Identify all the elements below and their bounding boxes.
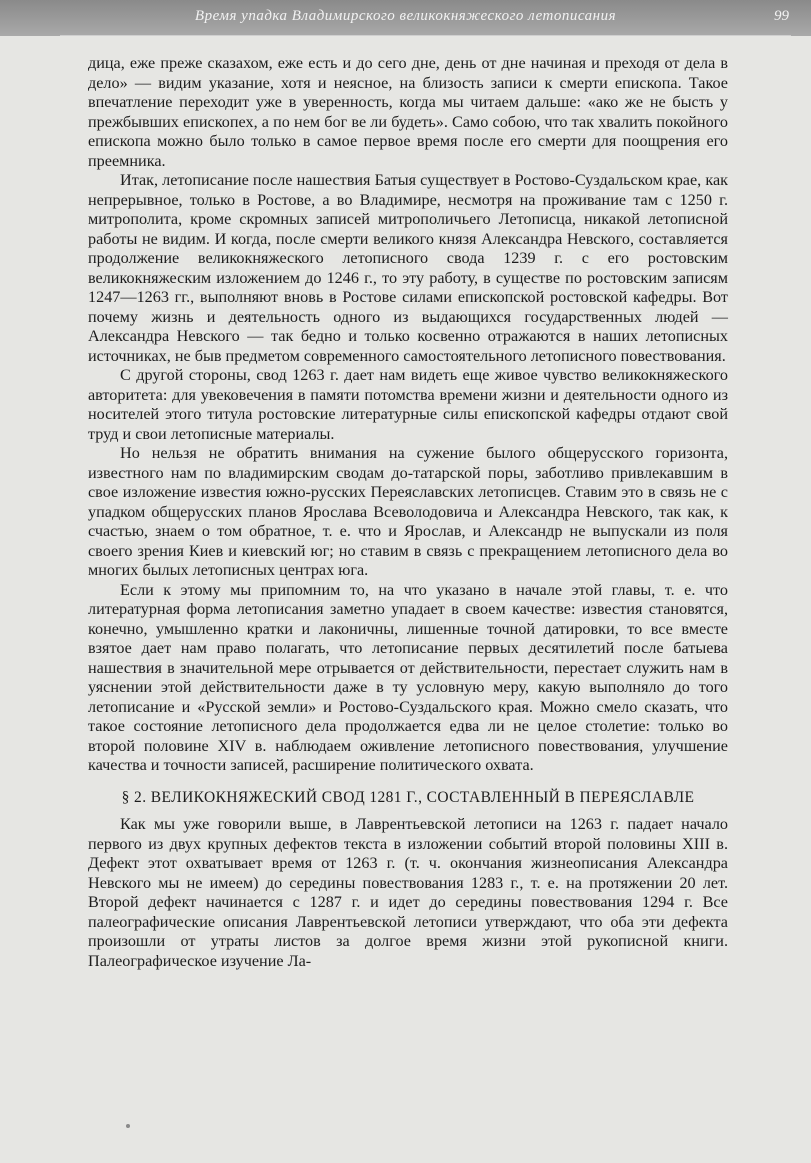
paragraph: Как мы уже говорили выше, в Лаврентьевской летописи на 1263 г. падает начало первого из двух крупных дефектов текста в изложении событий второй половины XIII в. Дефект этот охватывает время от 1263 г. (т. ч. окончания жизнеописания Александра Невского мы не имеем) до середины повествования 1283 г., т. е. на протяжении 20 лет. Второй дефект начинается с 1287 г. и идет до середины повествования 1294 г. Все палеографические описания Лаврентьевской летописи утверждают, что оба эти дефекта произошли от утраты листов за долгое время жизни этой рукописной книги. Палеографическое изучение Ла- (88, 815, 728, 970)
paragraph-continued: дица, еже преже сказахом, еже есть и до сего дне, день от дне начиная и преходя от дела в дело» — видим указание, хотя и неясное, на близость записи к смерти епископа. Такое впечатление переходит уже в уверенность, когда мы читаем дальше: «ако же не бысть у прежбывших епископех, а по нем бог ве ли будеть». Само собою, что так хвалить покойного епископа можно было только в самое первое время после его смерти для поощрения его преемника. (88, 54, 728, 170)
paragraph: Итак, летописание после нашествия Батыя существует в Ростово-Суздальском крае, как непрерывное, только в Ростове, а во Владимире, несмотря на проживание там с 1250 г. митрополита, кроме скромных записей митрополичьего Летописца, никакой летописной работы не видим. И когда, после смерти великого князя Александра Невского, составляется продолжение великокняжеского летописного свода 1239 г. с его ростовским великокняжеским изложением до 1246 г., то эту работу, в существе по ростовским записям 1247—1263 гг., выполняют вновь в Ростове силами епископской ростовской кафедры. Вот почему жизнь и деятельность одного из выдающихся государственных людей — Александра Невского — так бедно и только косвенно отражаются в наших летописных источниках, не быв предметом современного самостоятельного летописного повествования. (88, 171, 728, 365)
page-number: 99 (774, 8, 789, 24)
ink-speck (126, 1124, 130, 1128)
running-title: Время упадка Владимирского великокняжеского летописания (194, 8, 617, 24)
section-heading: § 2. ВЕЛИКОКНЯЖЕСКИЙ СВОД 1281 Г., СОСТАВЛЕННЫЙ В ПЕРЕЯСЛАВЛЕ (121, 788, 695, 806)
paragraph: С другой стороны, свод 1263 г. дает нам видеть еще живое чувство великокняжеского авторитета: для увековечения в памяти потомства времени жизни и деятельности одного из носителей этого титула ростовские литературные силы епископской кафедры отдают свой труд и свои летописные материалы. (88, 366, 728, 443)
body-text (88, 54, 728, 971)
paragraph: Но нельзя не обратить внимания на сужение былого общерусского горизонта, известного нам по владимирским сводам до-татарской поры, заботливо привлекавшим в свое изложение известия южно-русских Переяславских летописцев. Ставим это в связь не с упадком общерусских планов Ярослава Всеволодовича и Александра Невского, так как, к счастью, знаем о том обратное, т. е. что и Ярослав, и Александр не выпускали из поля своего зрения Киев и киевский юг; но ставим в связь с прекращением летописного дела во многих былых летописных центрах юга. (88, 444, 728, 579)
header-rule (60, 35, 791, 36)
paragraph: Если к этому мы припомним то, на что указано в начале этой главы, т. е. что литературная форма летописания заметно упадает в своем качестве: известия становятся, конечно, умышленно кратки и лаконичны, лишенные точной датировки, то все вместе взятое дает нам право полагать, что летописание первых десятилетий после батыева нашествия в значительной мере отрывается от действительности, перестает служить нам в уяснении этой действительности даже в ту условную меру, какую выполняло до того летописание и «Русской земли» и Ростово-Суздальского края. Можно смело сказать, что такое состояние летописного дела продолжается едва ли не целое столетие: только во второй половине XIV в. наблюдаем оживление летописного повествования, улучшение качества и точности записей, расширение политического охвата. (88, 580, 728, 774)
page-header (0, 0, 811, 36)
